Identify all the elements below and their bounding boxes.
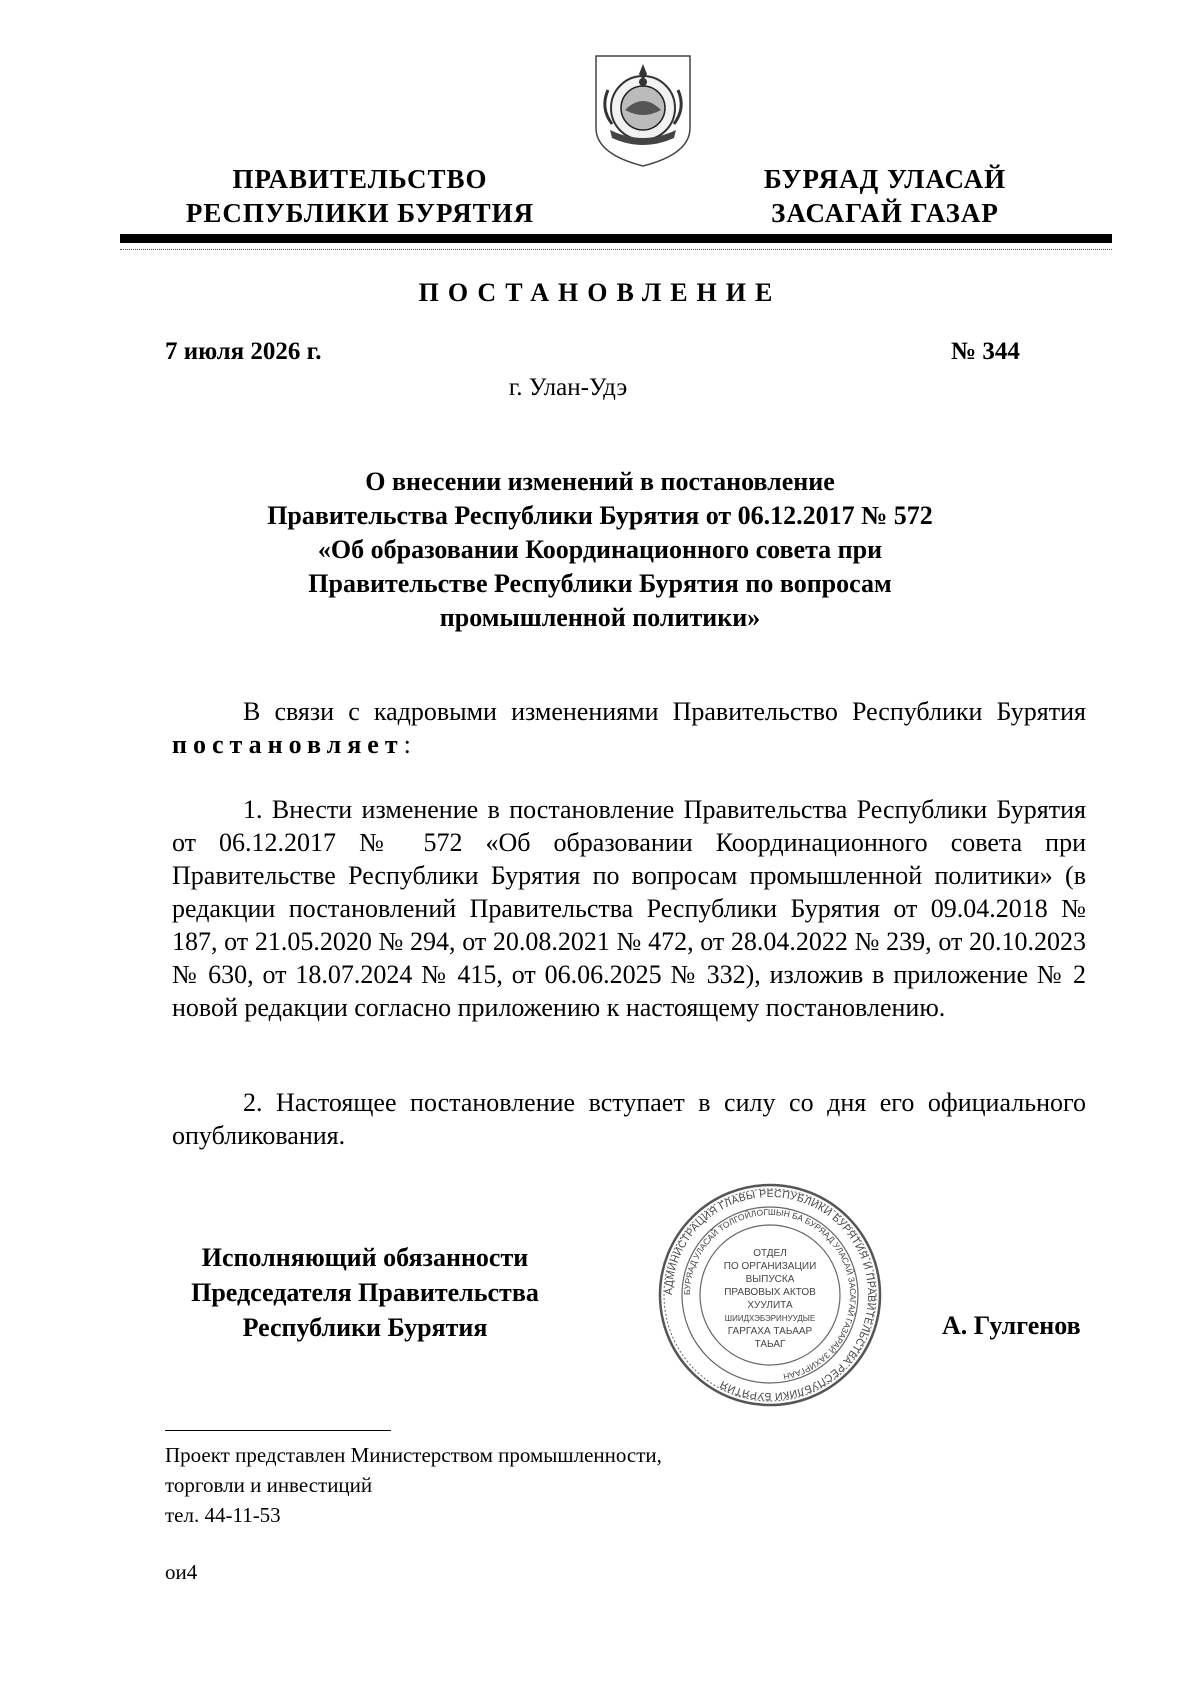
- clause-2-paragraph: 2. Настоящее постановление вступает в силу со дня его официального опубликования.: [172, 1088, 1086, 1150]
- signatory-title-line: Председателя Правительства: [191, 1278, 539, 1307]
- document-date: 7 июля 2026 г.: [165, 338, 322, 365]
- government-name-bua: [740, 162, 1030, 230]
- title-line: Правительства Республики Бурятия от 06.12.2017 № 572: [267, 501, 933, 530]
- stamp-center-line: ШИИДХЭБЭРИНУУДЫЕ: [724, 1314, 816, 1323]
- document-city: г. Улан-Удэ: [508, 374, 628, 401]
- clause-1-paragraph: 1. Внести изменение в постановление Правительства Республики Бурятия от 06.12.2017 № 572 «Об образовании Координационного совета при Правительстве Республики Бурятия по вопросам промышленной политики» (в редакции постановлений Правительства Республики Бурятия от 09.04.2018 № 187, от 21.05.2020 № 294, от 20.08.2021 № 472, от 28.04.2022 № 239, от 20.10.2023 № 630, от 18.07.2024 № 415, от 06.06.2025 № 332), изложив в приложение № 2 новой редакции согласно приложению к настоящему постановлению.: [172, 795, 1086, 1022]
- signatory-title-line: Исполняющий обязанности: [201, 1243, 529, 1272]
- preamble-text: В связи с кадровыми изменениями Правительство Республики Бурятия: [243, 697, 1086, 726]
- government-name-ru: [165, 162, 555, 230]
- resolves-word: постановляет: [172, 730, 404, 759]
- footnote-rule: [165, 1430, 391, 1431]
- stamp-center-line: ПО ОРГАНИЗАЦИИ: [723, 1261, 817, 1272]
- stamp-center-line: ТАЬАГ: [754, 1339, 786, 1350]
- footnote-line: тел. 44-11-53: [165, 1503, 281, 1527]
- footnote-line: Проект представлен Министерством промышленности,: [165, 1443, 662, 1467]
- title-line: промышленной политики»: [439, 603, 761, 632]
- government-name-ru-line1: ПРАВИТЕЛЬСТВО: [232, 164, 488, 194]
- stamp-inner-text: БУРЯАД УЛАСАЙ ТОЛГОЙЛОГШЫН БА БУРЯАД УЛАСАЙ ЗАСАГАЙ ГАЗАРАЙ ЗАХИРГААН: [681, 1206, 859, 1382]
- preamble-end: :: [403, 730, 411, 759]
- government-name-bua-line1: БУРЯАД УЛАСАЙ: [763, 164, 1007, 194]
- stamp-outer-text: АДМИНИСТРАЦИЯ ГЛАВЫ РЕСПУБЛИКИ БУРЯТИЯ И ПРАВИТЕЛЬСТВА РЕСПУБЛИКИ БУРЯТИЯ: [662, 1187, 878, 1403]
- government-name-ru-line2: РЕСПУБЛИКИ БУРЯТИЯ: [185, 198, 535, 228]
- footnote-line: торговли и инвестиций: [165, 1473, 373, 1497]
- official-stamp: [655, 1180, 885, 1410]
- stamp-center-line: ХУУЛИТА: [747, 1300, 793, 1311]
- stamp-center-line: ГАРГАХА ТАЬААР: [727, 1326, 813, 1337]
- document-type: ПОСТАНОВЛЕНИЕ: [418, 278, 782, 307]
- title-line: Правительстве Республики Бурятия по вопросам: [308, 569, 892, 598]
- title-line: «Об образовании Координационного совета при: [317, 535, 883, 564]
- header-thick-rule: [120, 234, 1112, 243]
- document-title: [200, 465, 1000, 635]
- signatory-name: А. Гулгенов: [942, 1311, 1081, 1340]
- government-name-bua-line2: ЗАСАГАЙ ГАЗАР: [771, 198, 999, 228]
- document-code: ои4: [165, 1560, 198, 1584]
- signatory-title: [160, 1240, 570, 1345]
- signatory-title-line: Республики Бурятия: [242, 1313, 488, 1342]
- header-thin-rule: [120, 249, 1112, 250]
- footnote: [165, 1440, 865, 1530]
- stamp-center-line: ВЫПУСКА: [745, 1274, 795, 1285]
- document-number: № 344: [951, 338, 1020, 365]
- stamp-center-line: ОТДЕЛ: [753, 1248, 787, 1259]
- stamp-center-line: ПРАВОВЫХ АКТОВ: [724, 1287, 816, 1298]
- title-line: О внесении изменений в постановление: [365, 467, 835, 496]
- preamble-paragraph: [172, 695, 1086, 761]
- coat-of-arms-icon: [590, 50, 696, 170]
